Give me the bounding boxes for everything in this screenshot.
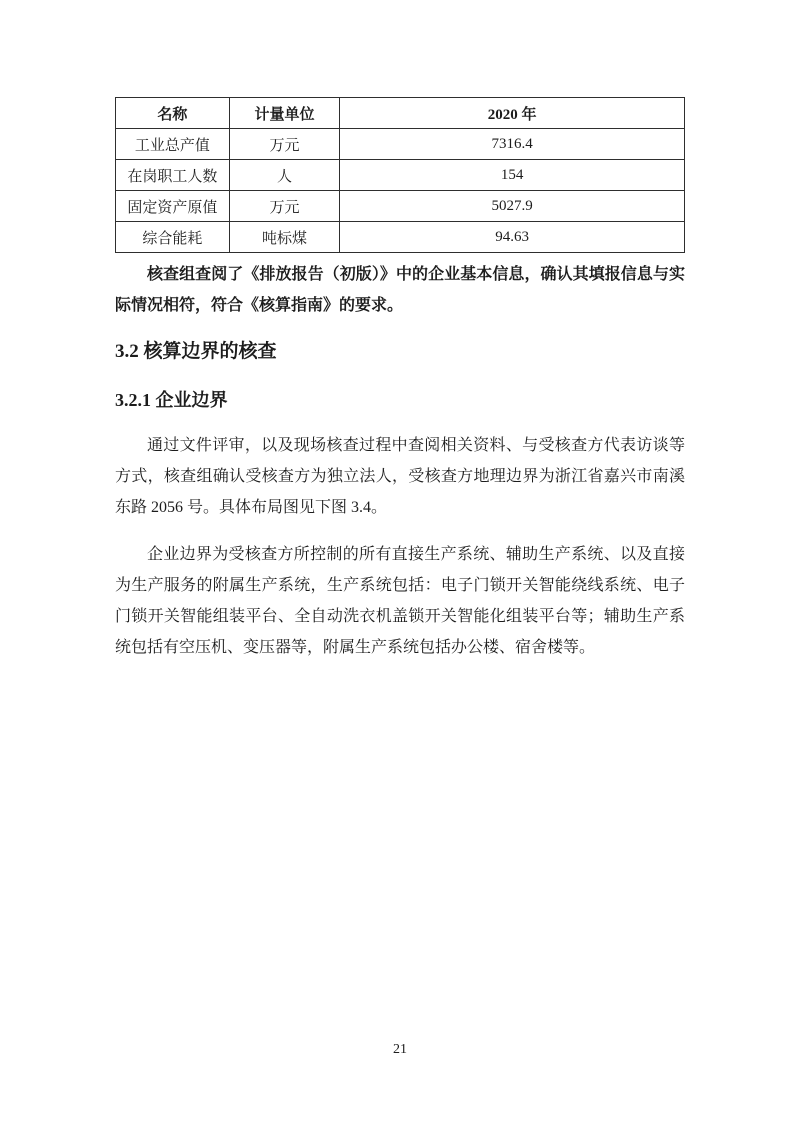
- table-cell-unit: 万元: [229, 191, 339, 222]
- table-header-unit: 计量单位: [229, 98, 339, 129]
- table-cell-unit: 吨标煤: [229, 222, 339, 253]
- table-row: [116, 160, 685, 191]
- paragraph-enterprise-boundary-systems: 企业边界为受核查方所控制的所有直接生产系统、辅助生产系统、以及直接为生产服务的附属生产系统，生产系统包括：电子门锁开关智能绕线系统、电子门锁开关智能组装平台、全自动洗衣机盖锁开关智能化组装平台等；辅助生产系统包括有空压机、变压器等，附属生产系统包括办公楼、宿舍楼等。: [115, 546, 685, 656]
- enterprise-basic-info-table: [115, 97, 685, 253]
- table-row: [116, 222, 685, 253]
- table-cell-value: 154: [340, 160, 685, 191]
- table-row: [116, 191, 685, 222]
- page-number: 21: [393, 1042, 407, 1057]
- table-cell-value: 5027.9: [340, 191, 685, 222]
- table-cell-name: 工业总产值: [116, 129, 230, 160]
- table-cell-name: 综合能耗: [116, 222, 230, 253]
- section-heading-accounting-boundary: 3.2 核算边界的核查: [115, 341, 277, 362]
- table-header-row: [116, 98, 685, 129]
- paragraph-basic-info-confirmation: 核查组查阅了《排放报告（初版）》中的企业基本信息，确认其填报信息与实际情况相符，符合《核算指南》的要求。: [115, 266, 685, 314]
- table-header-year: 2020 年: [340, 98, 685, 129]
- table-cell-unit: 万元: [229, 129, 339, 160]
- table-cell-name: 在岗职工人数: [116, 160, 230, 191]
- table-header-name: 名称: [116, 98, 230, 129]
- paragraph-geographic-boundary: 通过文件评审，以及现场核查过程中查阅相关资料、与受核查方代表访谈等方式，核查组确认受核查方为独立法人，受核查方地理边界为浙江省嘉兴市南溪东路 2056 号。具体布局图见下图 3.4。: [115, 437, 685, 516]
- table-cell-name: 固定资产原值: [116, 191, 230, 222]
- table-row: [116, 129, 685, 160]
- table-cell-value: 94.63: [340, 222, 685, 253]
- table-cell-unit: 人: [229, 160, 339, 191]
- table-cell-value: 7316.4: [340, 129, 685, 160]
- subsection-heading-enterprise-boundary: 3.2.1 企业边界: [115, 390, 228, 410]
